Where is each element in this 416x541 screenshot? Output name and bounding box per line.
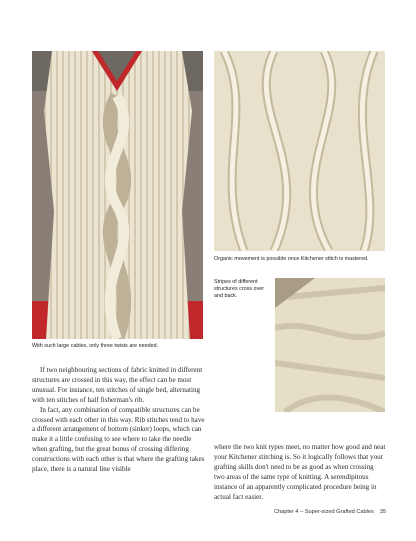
page-footer bbox=[214, 509, 386, 515]
body-text-right-column bbox=[214, 443, 386, 502]
paragraph: In fact, any combination of compatible structures can be crossed with each other in this way. Rib stitches tend to have a different arrangement of bottom (sinker) loops, which can make it a little confusing to see where to take the needle when grafting, but the great bonus of crossing differing constructions with each other is that where the grafting takes place, there is a natural line visible bbox=[32, 405, 205, 474]
stripes-caption: Stripes of different structures cross over and back. bbox=[214, 279, 265, 299]
paragraph: If two neighbouring sections of fabric knitted in different structures are crossed in this way, the effect can be most unusual. For instance, ten stitches of single bed, alternating with ten stitches of half fisherman's rib. bbox=[32, 366, 203, 404]
cables-closeup-photo bbox=[214, 51, 385, 251]
page-number: 35 bbox=[379, 509, 386, 515]
sweater-photo bbox=[32, 51, 203, 339]
stripes-photo bbox=[275, 278, 385, 412]
body-text-left-column bbox=[32, 366, 208, 475]
chapter-title: Chapter 4 – Super-sized Grafted Cables bbox=[273, 509, 374, 515]
sweater-caption: With such large cables, only three twists are needed. bbox=[32, 343, 159, 349]
paragraph: where the two knit types meet, no matter how good and neat your Kitchener stitching is. So it logically follows that your grafting skills don't need to be as good as when crossing two areas of the same type of knitting. A serendipitous instance of an apparently complicated procedure being in actual fact easier. bbox=[214, 443, 386, 501]
cables-caption: Organic movement is possible once Kitchener stitch is mastered. bbox=[214, 256, 369, 262]
